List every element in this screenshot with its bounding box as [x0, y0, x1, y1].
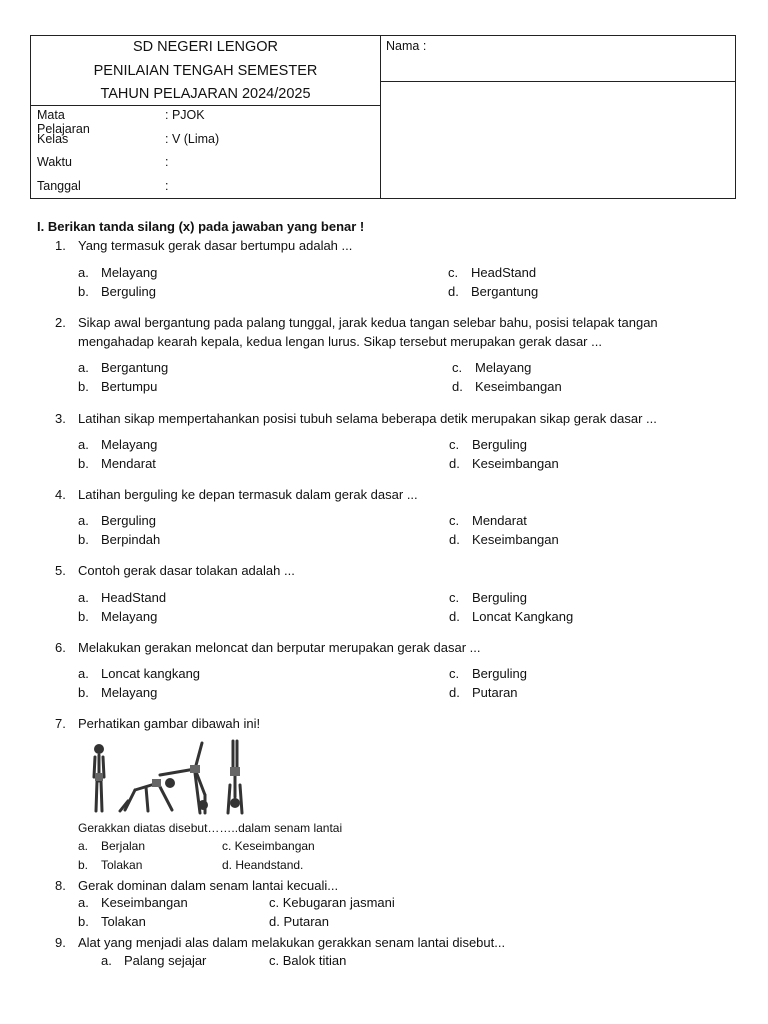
- info-value: :: [165, 179, 169, 193]
- option-a[interactable]: [78, 513, 156, 528]
- option-c[interactable]: c. Keseimbangan: [222, 839, 315, 853]
- option-letter: b.: [78, 685, 89, 700]
- option-letter: d.: [449, 609, 460, 624]
- option-b[interactable]: [78, 914, 146, 929]
- info-key: Mata Pelajaran: [37, 108, 90, 136]
- option-text: Keseimbangan: [101, 895, 188, 910]
- option-d[interactable]: d. Putaran: [269, 914, 329, 929]
- option-b[interactable]: [78, 379, 157, 394]
- option-letter: a.: [78, 360, 89, 375]
- question-text: Latihan berguling ke depan termasuk dalam gerak dasar ...: [78, 487, 418, 502]
- option-text: Bertumpu: [101, 379, 158, 394]
- divider: [380, 81, 736, 82]
- option-letter: a.: [78, 513, 89, 528]
- option-letter: c.: [449, 666, 460, 681]
- option-letter: b.: [78, 379, 89, 394]
- option-text: Bergantung: [471, 284, 539, 299]
- option-letter: a.: [78, 839, 89, 853]
- academic-year: TAHUN PELAJARAN 2024/2025: [100, 86, 311, 102]
- option-a[interactable]: [78, 360, 168, 375]
- option-a[interactable]: [78, 590, 166, 605]
- option-a[interactable]: [78, 839, 145, 853]
- question-number: 9.: [55, 935, 66, 950]
- option-text: Berpindah: [101, 532, 161, 547]
- option-letter: a.: [78, 895, 89, 910]
- option-text: Mendarat: [472, 513, 527, 528]
- option-d[interactable]: [449, 456, 559, 471]
- option-text: Berguling: [101, 513, 156, 528]
- option-d[interactable]: [449, 685, 518, 700]
- gymnastics-handstand-illustration: [80, 735, 256, 817]
- option-d[interactable]: d. Heandstand.: [222, 858, 304, 872]
- option-text: Keseimbangan: [472, 532, 559, 547]
- question-number: 2.: [55, 315, 66, 330]
- info-key: Tanggal: [37, 179, 81, 193]
- question-7-caption: Gerakkan diatas disebut……..dalam senam lantai: [78, 821, 343, 835]
- question-text: Gerak dominan dalam senam lantai kecuali...: [78, 878, 339, 893]
- option-letter: a.: [101, 953, 112, 968]
- question-number: 7.: [55, 716, 66, 731]
- option-letter: d.: [448, 284, 459, 299]
- option-letter: a.: [78, 265, 89, 280]
- option-text: Palang sejajar: [124, 953, 207, 968]
- option-a[interactable]: [78, 895, 188, 910]
- option-d[interactable]: [449, 609, 573, 624]
- option-text: Tolakan: [101, 858, 143, 872]
- option-text: Berguling: [472, 437, 527, 452]
- option-text: Melayang: [101, 265, 158, 280]
- section-title: I. Berikan tanda silang (x) pada jawaban yang benar !: [37, 219, 365, 234]
- option-text: Berjalan: [101, 839, 146, 853]
- option-b[interactable]: [78, 858, 142, 872]
- option-b[interactable]: [78, 609, 157, 624]
- option-letter: c.: [449, 590, 460, 605]
- option-text: Melayang: [101, 685, 158, 700]
- option-letter: b.: [78, 609, 89, 624]
- question-text: Alat yang menjadi alas dalam melakukan gerakkan senam lantai disebut...: [78, 935, 506, 950]
- option-text: Melayang: [475, 360, 532, 375]
- option-letter: c.: [448, 265, 459, 280]
- option-text: Keseimbangan: [472, 456, 559, 471]
- info-value: : PJOK: [165, 108, 205, 122]
- info-value: :: [165, 155, 169, 169]
- question-number: 3.: [55, 411, 66, 426]
- option-letter: a.: [78, 437, 89, 452]
- option-letter: b.: [78, 858, 89, 872]
- option-text: Berguling: [472, 590, 527, 605]
- option-letter: c.: [452, 360, 463, 375]
- question-number: 5.: [55, 563, 66, 578]
- option-text: Keseimbangan: [475, 379, 562, 394]
- school-name: SD NEGERI LENGOR: [132, 39, 279, 55]
- question-text: Yang termasuk gerak dasar bertumpu adalah ...: [78, 238, 353, 253]
- option-letter: b.: [78, 284, 89, 299]
- option-a[interactable]: [78, 437, 157, 452]
- question-text: Latihan sikap mempertahankan posisi tubuh selama beberapa detik merupakan sikap gerak dasar ...: [78, 411, 657, 426]
- option-letter: d.: [452, 379, 463, 394]
- question-text: Melakukan gerakan meloncat dan berputar merupakan gerak dasar ...: [78, 640, 481, 655]
- option-c[interactable]: [449, 437, 527, 452]
- option-d[interactable]: [449, 532, 559, 547]
- option-letter: a.: [78, 666, 89, 681]
- option-text: Melayang: [101, 437, 158, 452]
- option-c[interactable]: [449, 666, 527, 681]
- option-b[interactable]: [78, 685, 157, 700]
- exam-title: PENILAIAN TENGAH SEMESTER: [93, 63, 318, 79]
- option-text: Berguling: [101, 284, 156, 299]
- option-letter: b.: [78, 914, 89, 929]
- option-letter: d.: [449, 685, 460, 700]
- option-d[interactable]: [452, 379, 562, 394]
- question-number: 6.: [55, 640, 66, 655]
- option-letter: c.: [449, 437, 460, 452]
- option-c[interactable]: c. Kebugaran jasmani: [269, 895, 395, 910]
- option-text: Mendarat: [101, 456, 156, 471]
- option-text: Loncat Kangkang: [472, 609, 574, 624]
- option-text: Bergantung: [101, 360, 169, 375]
- option-c[interactable]: [452, 360, 531, 375]
- option-letter: c.: [449, 513, 460, 528]
- info-value: : V (Lima): [165, 132, 220, 146]
- option-d[interactable]: [448, 284, 538, 299]
- option-letter: b.: [78, 456, 89, 471]
- option-text: Putaran: [472, 685, 518, 700]
- divider: [159, 105, 380, 106]
- question-text: Contoh gerak dasar tolakan adalah ...: [78, 563, 295, 578]
- option-text: Loncat kangkang: [101, 666, 201, 681]
- option-c[interactable]: [448, 265, 536, 280]
- option-a[interactable]: [78, 265, 157, 280]
- divider: [31, 105, 159, 106]
- question-text: Sikap awal bergantung pada palang tunggal, jarak kedua tangan selebar bahu, posisi telapak tangan mengahadap kearah kepala, kedua lengan lurus. Sikap tersebut merupakan gerak dasar ...: [78, 315, 658, 349]
- name-label: Nama :: [386, 39, 427, 53]
- header-left: [31, 36, 381, 199]
- question-2: [55, 313, 725, 353]
- option-text: Tolakan: [101, 914, 146, 929]
- question-number: 1.: [55, 238, 66, 253]
- question-text: Perhatikan gambar dibawah ini!: [78, 716, 261, 731]
- header-box: [30, 35, 736, 199]
- option-b[interactable]: [78, 456, 156, 471]
- option-text: Berguling: [472, 666, 527, 681]
- option-letter: a.: [78, 590, 89, 605]
- option-b[interactable]: [78, 284, 156, 299]
- option-letter: d.: [449, 456, 460, 471]
- option-text: Melayang: [101, 609, 158, 624]
- option-c[interactable]: [449, 513, 527, 528]
- info-key: Kelas: [37, 132, 69, 146]
- option-letter: b.: [78, 532, 89, 547]
- option-a[interactable]: [78, 666, 200, 681]
- option-c[interactable]: c. Balok titian: [269, 953, 347, 968]
- question-number: 8.: [55, 878, 66, 893]
- option-b[interactable]: [78, 532, 160, 547]
- option-c[interactable]: [449, 590, 527, 605]
- option-text: HeadStand: [471, 265, 537, 280]
- option-letter: d.: [449, 532, 460, 547]
- option-a[interactable]: [101, 953, 206, 968]
- option-text: HeadStand: [101, 590, 167, 605]
- info-key: Waktu: [37, 155, 72, 169]
- question-number: 4.: [55, 487, 66, 502]
